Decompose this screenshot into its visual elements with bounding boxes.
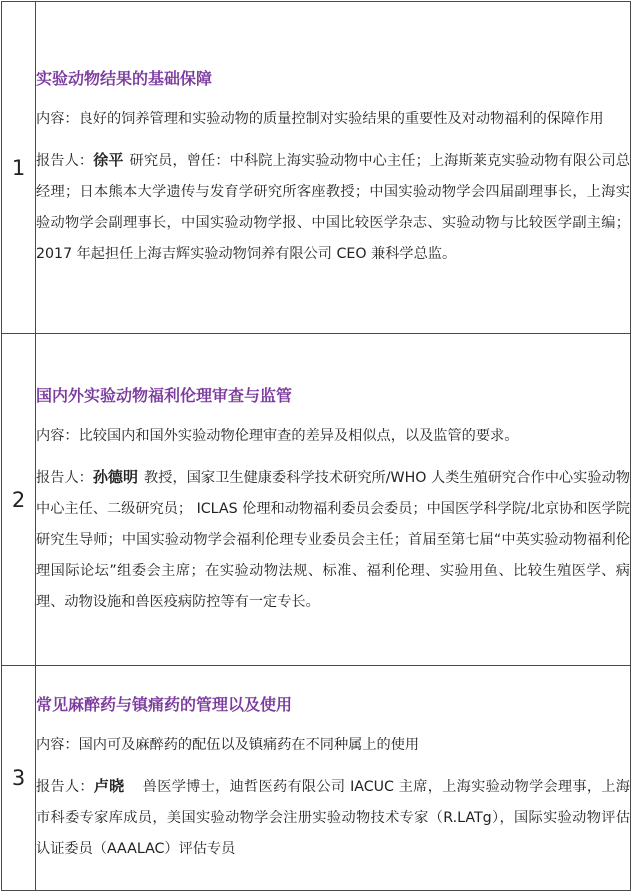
reporter-info [36,771,630,865]
session-content: 内容：国内可及麻醉药的配伍以及镇痛药在不同种属上的使用 [36,737,420,753]
session-content: 内容：比较国内和国外实验动物伦理审查的差异及相似点，以及监管的要求。 [36,427,519,444]
session-title: 实验动物结果的基础保障 [36,69,213,88]
row-body [36,2,631,334]
reporter-name: 孙德明 [92,467,138,486]
row-number: 3 [2,666,36,891]
reporter-info [36,145,630,270]
session-title: 国内外实验动物福利伦理审查与监管 [36,385,293,405]
reporter-name: 卢晓 [93,777,125,795]
session-title: 常见麻醉药与镇痛药的管理以及使用 [36,695,293,714]
schedule-row [2,2,631,334]
row-body [36,666,631,891]
schedule-row [2,334,631,666]
reporter-info [36,462,630,618]
schedule-table [1,1,631,891]
session-content: 内容：良好的饲养管理和实验动物的质量控制对实验结果的重要性及对动物福利的保障作用 [36,111,604,127]
reporter-bio: 兽医学博士，迪哲医药有限公司 IACUC 主席，上海实验动物学会理事，上海市科委专家库成员，美国实验动物学会注册实验动物技术专家（R.LATg），国际实验动物评估认证委员（AAALAC）评估专员 [36,779,630,857]
schedule-row [2,666,631,891]
row-body [36,334,631,666]
row-number: 1 [2,2,36,334]
reporter-name: 徐平 [93,151,124,169]
reporter-label: 报告人： [36,469,93,486]
reporter-bio: 研究员，曾任：中科院上海实验动物中心主任；上海斯莱克实验动物有限公司总经理；日本熊本大学遗传与发育学研究所客座教授；中国实验动物学会四届副理事长，上海实验动物学会副理事长，中国实验动物学报、中国比较医学杂志、实验动物与比较医学副主编；2017 年起担任上海吉辉实验动物饲养有限公司 CEO 兼科学总监。 [36,153,630,262]
reporter-bio: 教授，国家卫生健康委科学技术研究所/WHO 人类生殖研究合作中心实验动物中心主任、二级研究员； ICLAS 伦理和动物福利委员会委员；中国医学科学院/北京协和医学院研究生导师；中国实验动物学会福利伦理专业委员会主任；首届至第七届“中英实验动物福利伦理国际论坛”组委会主席；在实验动物法规、标准、福利伦理、实验用鱼、比较生殖医学、病理、动物设施和兽医疫病防控等有一定专长。 [36,469,630,610]
reporter-label: 报告人： [36,779,94,795]
reporter-label: 报告人： [36,153,94,169]
row-number: 2 [2,334,36,666]
